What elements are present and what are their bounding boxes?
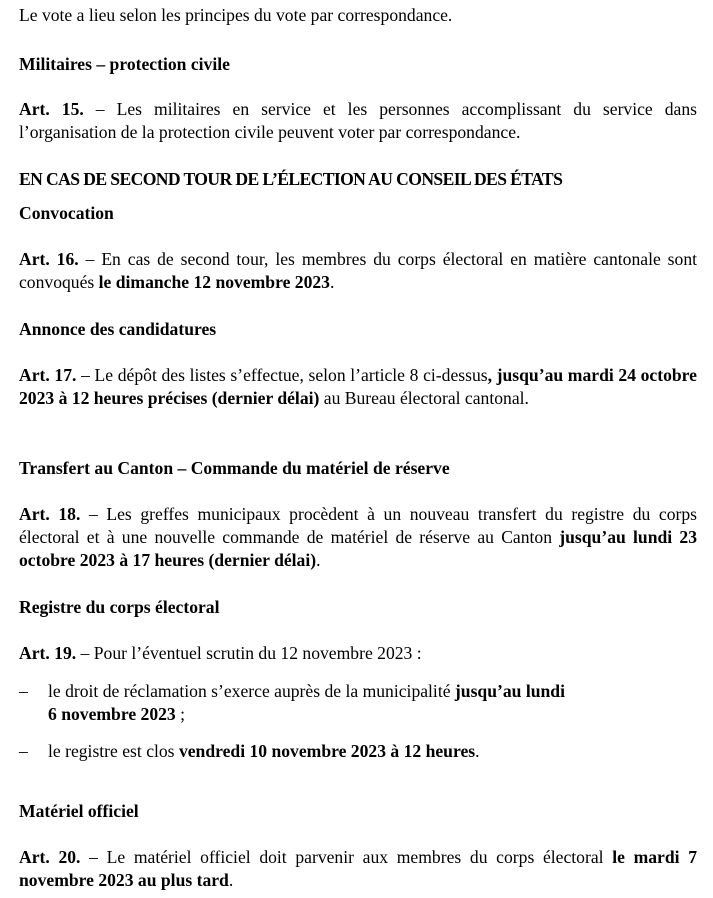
- heading-registre: Registre du corps électoral: [19, 597, 220, 617]
- bullet-text: [48, 740, 697, 763]
- intro-paragraph: Le vote a lieu selon les principes du vote par correspondance.: [19, 5, 453, 25]
- article-16-date: le dimanche 12 novembre 2023: [98, 272, 330, 292]
- bullet-dash: –: [19, 741, 28, 761]
- article-16-end: .: [329, 272, 335, 292]
- bullet-text-plain: le droit de réclamation s’exerce auprès de la municipalité: [48, 681, 455, 701]
- article-17-ref: Art. 17.: [19, 365, 77, 385]
- article-18-end: .: [316, 550, 321, 570]
- bullet-text-plain: le registre est clos: [48, 741, 179, 761]
- article-16-sep: –: [78, 249, 102, 269]
- article-18: [19, 503, 697, 572]
- article-17-end: au Bureau électoral cantonal.: [319, 388, 529, 408]
- section-title: EN CAS DE SECOND TOUR DE L’ÉLECTION AU CONSEIL DES ÉTATS: [19, 169, 563, 189]
- article-18-ref: Art. 18.: [19, 504, 81, 524]
- article-17-sep: –: [76, 365, 95, 385]
- bullet-dash: –: [19, 681, 28, 701]
- article-20: [19, 846, 697, 892]
- bullet-item-reclamation: [19, 680, 697, 726]
- article-15-sep: –: [83, 99, 117, 119]
- article-20-end: .: [228, 870, 234, 890]
- article-19-sep: –: [76, 643, 94, 663]
- article-15: [19, 98, 697, 144]
- article-17-text: Le dépôt des listes s’effectue, selon l’article 8 ci-dessus: [94, 365, 488, 385]
- article-18-sep: –: [80, 504, 107, 524]
- article-15-ref: Art. 15.: [19, 99, 84, 119]
- bullet-text-end: ;: [175, 704, 186, 724]
- article-17: [19, 364, 697, 410]
- article-20-ref: Art. 20.: [19, 847, 81, 867]
- article-19-ref: Art. 19.: [19, 643, 77, 663]
- bullet-text-end: .: [475, 741, 480, 761]
- heading-annonce: Annonce des candidatures: [19, 319, 217, 339]
- article-20-text: Le matériel officiel doit parvenir aux membres du corps électoral: [106, 847, 613, 867]
- article-16-text: En cas de second tour, les membres du corps électoral en matière cantonale sont convoqués: [19, 249, 698, 292]
- article-18-deadline: jusqu’au lundi 23 octobre 2023 à 17 heures (dernier délai): [19, 527, 698, 570]
- heading-transfert: Transfert au Canton – Commande du matériel de réserve: [19, 458, 450, 478]
- bullet-text-bold-date: 6 novembre 2023: [48, 704, 176, 724]
- article-16-ref: Art. 16.: [19, 249, 79, 269]
- heading-convocation: Convocation: [19, 203, 114, 223]
- article-17-deadline: , jusqu’au mardi 24 octobre 2023 à 12 heures précises (dernier délai): [19, 365, 697, 408]
- article-16: [19, 248, 697, 294]
- heading-materiel: Matériel officiel: [19, 801, 139, 821]
- article-20-sep: –: [80, 847, 107, 867]
- article-15-text: Les militaires en service et les personnes accomplissant du service dans l’organisation de la protection civile peuvent voter par correspondance.: [19, 99, 697, 142]
- bullet-text-bold: vendredi 10 novembre 2023 à 12 heures: [178, 741, 476, 761]
- bullet-item-registre-clos: [19, 740, 697, 763]
- article-18-text: Les greffes municipaux procèdent à un nouveau transfert du registre du corps électoral et à une nouvelle commande de matériel de réserve au Canton: [19, 504, 697, 547]
- bullet-text: [48, 680, 697, 726]
- bullet-text-bold: jusqu’au lundi: [454, 681, 565, 701]
- heading-militaires: Militaires – protection civile: [19, 54, 230, 74]
- article-19-text: Pour l’éventuel scrutin du 12 novembre 2023 :: [93, 643, 422, 663]
- article-19: [19, 642, 697, 665]
- article-20-deadline: le mardi 7 novembre 2023 au plus tard: [19, 847, 697, 890]
